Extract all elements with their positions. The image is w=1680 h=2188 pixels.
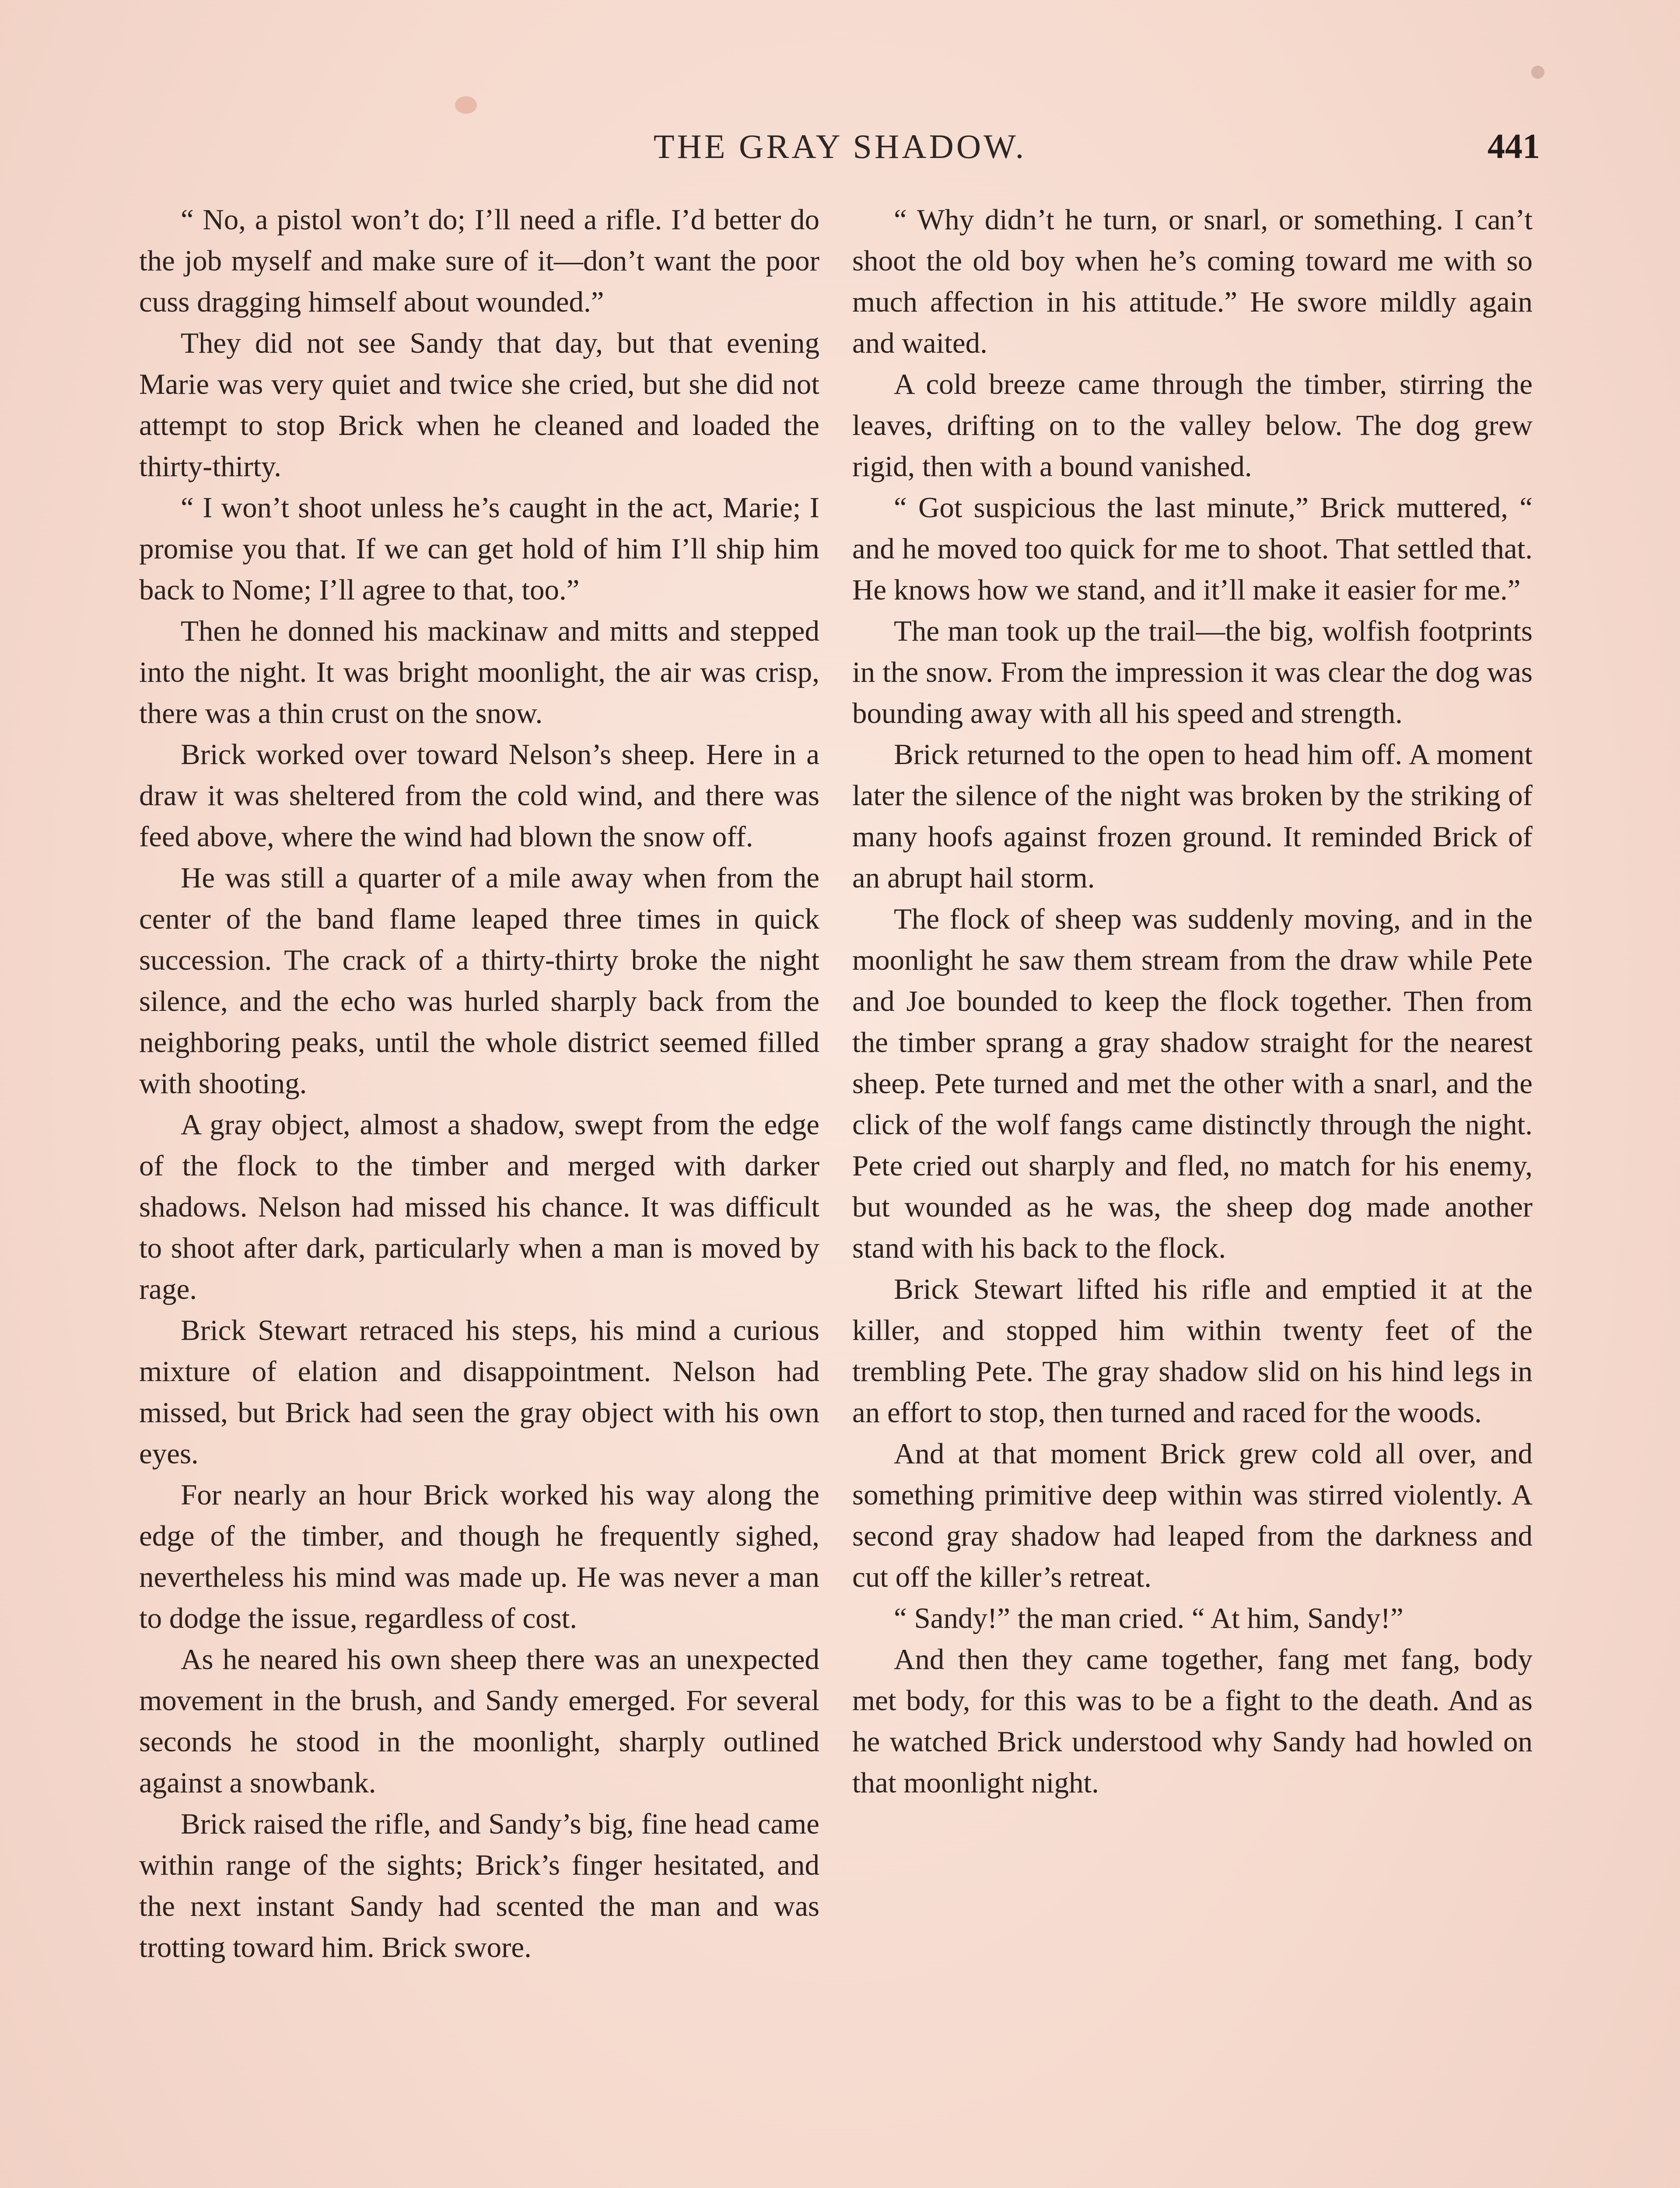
paragraph: “ Why didn’t he turn, or snarl, or something. I can’t shoot the old boy when he’s coming toward me with so much affection in his attitude.” He swore mildly again and waited. <box>852 203 1533 359</box>
paragraph: And at that moment Brick grew cold all over, and something primitive deep within was stirred violently. A second gray shadow had leaped from the darkness and cut off the killer’s retreat. <box>852 1438 1533 1593</box>
running-title: THE GRAY SHADOW. <box>653 127 1027 165</box>
paragraph: “ Sandy!” the man cried. “ At him, Sandy!” <box>894 1602 1404 1634</box>
right-column <box>852 199 1533 1803</box>
paragraph: Brick Stewart retraced his steps, his mind a curious mixture of elation and disappointment. Nelson had missed, but Brick had seen the gray object with his own eyes. <box>139 1314 819 1470</box>
running-header <box>140 127 1540 179</box>
paragraph: The flock of sheep was suddenly moving, and in the moonlight he saw them stream from the draw while Pete and Joe bounded to keep the flock together. Then from the timber sprang a gray shadow straight for the nearest sheep. Pete turned and met the other with a snarl, and the click of the wolf fangs came distinctly through the night. Pete cried out sharply and fled, no match for his enemy, but wounded as he was, the sheep dog made another stand with his back to the flock. <box>852 903 1533 1264</box>
page-number: 441 <box>1488 127 1540 166</box>
paragraph: A gray object, almost a shadow, swept from the edge of the flock to the timber and merged with darker shadows. Nelson had missed his chance. It was difficult to shoot after dark, particularly when a man is moved by rage. <box>139 1108 819 1305</box>
paper-stain <box>1531 66 1544 79</box>
paragraph: “ No, a pistol won’t do; I’ll need a rifle. I’d better do the job myself and make sure of it—don’t want the poor cuss dragging himself about wounded.” <box>139 203 819 318</box>
paragraph: Then he donned his mackinaw and mitts and stepped into the night. It was bright moonlight, the air was crisp, there was a thin crust on the snow. <box>139 615 819 729</box>
left-column <box>139 199 819 1968</box>
paragraph: And then they came together, fang met fang, body met body, for this was to be a fight to the death. And as he watched Brick understood why Sandy had howled on that moonlight night. <box>852 1643 1533 1799</box>
paragraph: Brick worked over toward Nelson’s sheep. Here in a draw it was sheltered from the cold wind, and there was feed above, where the wind had blown the snow off. <box>139 738 819 853</box>
paper-stain <box>455 96 477 114</box>
paragraph: The man took up the trail—the big, wolfish footprints in the snow. From the impression it was clear the dog was bounding away with all his speed and strength. <box>852 615 1533 729</box>
paragraph: For nearly an hour Brick worked his way along the edge of the timber, and though he frequently sighed, nevertheless his mind was made up. He was never a man to dodge the issue, regardless of cost. <box>139 1479 819 1634</box>
paragraph: “ I won’t shoot unless he’s caught in the act, Marie; I promise you that. If we can get hold of him I’ll ship him back to Nome; I’ll agree to that, too.” <box>139 491 819 606</box>
paragraph: As he neared his own sheep there was an unexpected movement in the brush, and Sandy emerged. For several seconds he stood in the moonlight, sharply outlined against a snowbank. <box>139 1643 819 1799</box>
paragraph: He was still a quarter of a mile away when from the center of the band flame leaped three times in quick succession. The crack of a thirty-thirty broke the night silence, and the echo was hurled sharply back from the neighboring peaks, until the whole district seemed filled with shooting. <box>139 862 819 1100</box>
paragraph: Brick returned to the open to head him off. A moment later the silence of the night was broken by the striking of many hoofs against frozen ground. It reminded Brick of an abrupt hail storm. <box>852 738 1533 894</box>
paragraph: “ Got suspicious the last minute,” Brick muttered, “ and he moved too quick for me to shoot. That settled that. He knows how we stand, and it’ll make it easier for me.” <box>852 491 1533 606</box>
paragraph: A cold breeze came through the timber, stirring the leaves, drifting on to the valley below. The dog grew rigid, then with a bound vanished. <box>852 368 1533 483</box>
paragraph: Brick raised the rifle, and Sandy’s big, fine head came within range of the sights; Brick’s finger hesitated, and the next instant Sandy had scented the man and was trotting toward him. Brick swore. <box>139 1808 819 1964</box>
paragraph: They did not see Sandy that day, but that evening Marie was very quiet and twice she cried, but she did not attempt to stop Brick when he cleaned and loaded the thirty-thirty. <box>139 327 819 483</box>
paragraph: Brick Stewart lifted his rifle and emptied it at the killer, and stopped him within twenty feet of the trembling Pete. The gray shadow slid on his hind legs in an effort to stop, then turned and raced for the woods. <box>852 1273 1533 1429</box>
